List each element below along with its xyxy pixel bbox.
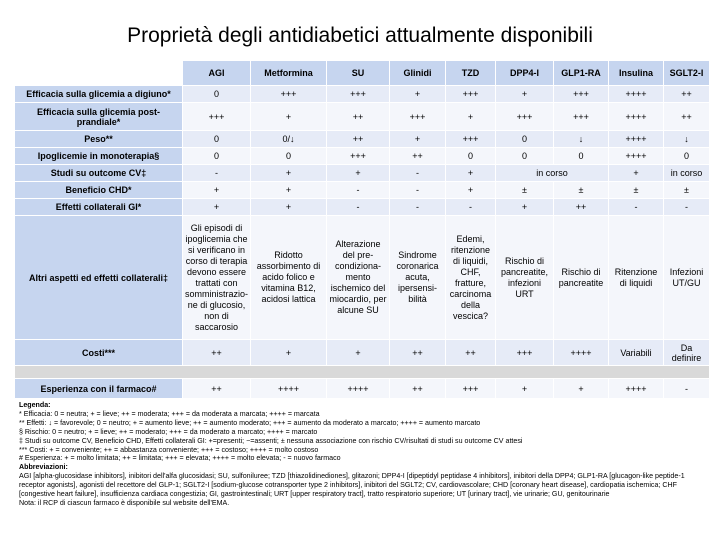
table-cell: +++ bbox=[446, 379, 496, 399]
row-label: Studi su outcome CV‡ bbox=[15, 165, 183, 182]
table-cell: + bbox=[327, 340, 390, 366]
column-header: SU bbox=[327, 61, 390, 86]
row-label: Esperienza con il farmaco# bbox=[15, 379, 183, 399]
table-cell: ++ bbox=[664, 103, 710, 131]
row-label: Efficacia sulla glicemia post-prandiale* bbox=[15, 103, 183, 131]
table-cell: ++++ bbox=[609, 148, 664, 165]
table-row bbox=[15, 182, 710, 199]
table-cell: - bbox=[327, 199, 390, 216]
row-label: Beneficio CHD* bbox=[15, 182, 183, 199]
table-cell: ++++ bbox=[609, 379, 664, 399]
table-cell: - bbox=[664, 379, 710, 399]
row-label: Costi*** bbox=[15, 340, 183, 366]
table-cell: ++ bbox=[327, 103, 390, 131]
column-header: GLP1-RA bbox=[554, 61, 609, 86]
table-cell: ++ bbox=[327, 131, 390, 148]
table-cell: 0/↓ bbox=[251, 131, 327, 148]
table-cell: 0 bbox=[496, 148, 554, 165]
table-cell: 0 bbox=[446, 148, 496, 165]
row-label: Ipoglicemie in monoterapia§ bbox=[15, 148, 183, 165]
legend-line: § Rischio: 0 = neutro; + = lieve; ++ = moderato; +++ = da moderato a marcato; ++++ = marcato bbox=[19, 427, 318, 436]
row-label: Altri aspetti ed effetti collaterali‡ bbox=[15, 216, 183, 340]
table-row bbox=[15, 131, 710, 148]
header-corner bbox=[15, 61, 183, 86]
column-header: TZD bbox=[446, 61, 496, 86]
table-cell: 0 bbox=[664, 148, 710, 165]
row-label: Peso** bbox=[15, 131, 183, 148]
table-cell: Ridotto assorbimento di acido folico e vitamina B12, acidosi lattica bbox=[251, 216, 327, 340]
row-label: Efficacia sulla glicemia a digiuno* bbox=[15, 86, 183, 103]
table-cell: + bbox=[446, 103, 496, 131]
column-header: AGI bbox=[183, 61, 251, 86]
legend-line: *** Costi: + = conveniente; ++ = abbastanza conveniente; +++ = costoso; ++++ = molto costoso bbox=[19, 445, 319, 454]
table-cell: + bbox=[251, 182, 327, 199]
table-cell: - bbox=[390, 182, 446, 199]
table-cell: Da definire bbox=[664, 340, 710, 366]
table-cell: Edemi, ritenzione di liquidi, CHF, fratture, carcinoma della vescica? bbox=[446, 216, 496, 340]
table-cell: ++++ bbox=[327, 379, 390, 399]
table-cell: ± bbox=[609, 182, 664, 199]
table-cell: - bbox=[446, 199, 496, 216]
table-cell: ↓ bbox=[664, 131, 710, 148]
table-row bbox=[15, 103, 710, 131]
table-cell: ++ bbox=[390, 340, 446, 366]
table-cell: + bbox=[496, 86, 554, 103]
table-cell: Sindrome coronarica acuta, ipersensi-bilità bbox=[390, 216, 446, 340]
table-row bbox=[15, 148, 710, 165]
column-header: SGLT2-I bbox=[664, 61, 710, 86]
table-cell: + bbox=[446, 182, 496, 199]
table-cell: + bbox=[554, 379, 609, 399]
drug-properties-table bbox=[14, 60, 710, 399]
table-cell: +++ bbox=[554, 103, 609, 131]
table-row bbox=[15, 216, 710, 340]
table-cell: ± bbox=[496, 182, 554, 199]
legend-title: Legenda: bbox=[19, 401, 51, 409]
table-cell: 0 bbox=[496, 131, 554, 148]
legend-note: Nota: il RCP di ciascun farmaco è disponibile sul website dell'EMA. bbox=[19, 498, 230, 507]
column-header: Insulina bbox=[609, 61, 664, 86]
table-cell: - bbox=[390, 165, 446, 182]
table-cell: + bbox=[390, 86, 446, 103]
table-cell: ++ bbox=[183, 340, 251, 366]
legend-line: # Esperienza: + = molto limitata; ++ = limitata; +++ = elevata; ++++ = molto elevata; - = nuovo farmaco bbox=[19, 454, 341, 463]
spacer-cell bbox=[15, 366, 710, 379]
table-cell: ++ bbox=[390, 148, 446, 165]
spacer-row bbox=[15, 366, 710, 379]
table-cell: +++ bbox=[496, 103, 554, 131]
table-cell: Rischio di pancreatite, infezioni URT bbox=[496, 216, 554, 340]
column-header: Glinidi bbox=[390, 61, 446, 86]
header-row bbox=[15, 61, 710, 86]
table-row bbox=[15, 340, 710, 366]
table-cell: ± bbox=[554, 182, 609, 199]
table-cell: ++ bbox=[554, 199, 609, 216]
column-header: DPP4-I bbox=[496, 61, 554, 86]
table-cell: +++ bbox=[183, 103, 251, 131]
table-cell: +++ bbox=[446, 131, 496, 148]
table-cell: ++ bbox=[664, 86, 710, 103]
table-cell: 0 bbox=[183, 148, 251, 165]
abbreviations-text: AGI [alpha-glucosidase inhibitors], inibitori dell'alfa glucosidasi; SU, sulfoniluree; TZD [thiazolidinediones], glitazoni; DPP4-I [dipeptidyl peptidase 4 inhibitors], inibitori della DPP4; GLP1-RA [glucagon-like peptide-1 receptor agonists], agonisti del recettore del GLP-1; SGLT2-I [sodium-glucose cotransporter type 2 inhibitors], inibitori del SGLT2; CV, cardiovascolare; CHD [coronary heart disease], cardiopatia ischemica; CHF [congestive heart failure], insufficienza cardiaca congestizia; GI, gastrointestinali; URT [upper respiratory tract], tratto respiratorio superiore; UT [urinary tract], vie urinarie; GU, genitourinarie bbox=[19, 472, 685, 499]
table-cell: +++ bbox=[554, 86, 609, 103]
table-cell: +++ bbox=[251, 86, 327, 103]
table-cell: + bbox=[390, 131, 446, 148]
table-cell: ++ bbox=[390, 379, 446, 399]
table-cell: +++ bbox=[327, 148, 390, 165]
table-cell: ++++ bbox=[609, 103, 664, 131]
table-cell: 0 bbox=[183, 131, 251, 148]
table-cell: 0 bbox=[183, 86, 251, 103]
table-row bbox=[15, 199, 710, 216]
table-cell: Infezioni UT/GU bbox=[664, 216, 710, 340]
table-cell: +++ bbox=[496, 340, 554, 366]
abbreviations-title: Abbreviazioni: bbox=[19, 463, 68, 472]
table-cell: - bbox=[664, 199, 710, 216]
table-cell: ++++ bbox=[554, 340, 609, 366]
table-row bbox=[15, 165, 710, 182]
legend-line: * Efficacia: 0 = neutra; + = lieve; ++ = moderata; +++ = da moderata a marcata; ++++ = marcata bbox=[19, 409, 320, 418]
table-cell: + bbox=[251, 165, 327, 182]
table-cell: +++ bbox=[390, 103, 446, 131]
table-cell: + bbox=[183, 199, 251, 216]
table-cell: ++ bbox=[446, 340, 496, 366]
table-cell: - bbox=[609, 199, 664, 216]
table-cell: 0 bbox=[554, 148, 609, 165]
column-header: Metformina bbox=[251, 61, 327, 86]
table-cell: Alterazione del pre-condiziona-mento ischemico del miocardio, per alcune SU bbox=[327, 216, 390, 340]
legend-line: ‡ Studi su outcome CV, Beneficio CHD, Effetti collaterali GI: +=presenti; −=assenti; ± nessuna associazione con rischio CV/risultati di studi su outcome CV attesi bbox=[19, 436, 523, 445]
table-cell: + bbox=[251, 103, 327, 131]
table-cell: ↓ bbox=[554, 131, 609, 148]
table-cell: Rischio di pancreatite bbox=[554, 216, 609, 340]
table-cell: + bbox=[446, 165, 496, 182]
table-cell: +++ bbox=[327, 86, 390, 103]
table-cell: + bbox=[327, 165, 390, 182]
legend bbox=[19, 401, 709, 508]
table-cell: ++ bbox=[183, 379, 251, 399]
table-cell: - bbox=[390, 199, 446, 216]
page-title: Proprietà degli antidiabetici attualmente disponibili bbox=[127, 24, 593, 47]
table-cell: Variabili bbox=[609, 340, 664, 366]
table-cell: ++++ bbox=[251, 379, 327, 399]
table-cell: ± bbox=[664, 182, 710, 199]
row-label: Effetti collaterali GI* bbox=[15, 199, 183, 216]
table-cell: in corso bbox=[664, 165, 710, 182]
table-cell: + bbox=[496, 199, 554, 216]
table-cell: + bbox=[183, 182, 251, 199]
legend-line: ** Effetti: ↓ = favorevole; 0 = neutro; + = aumento lieve; ++ = aumento moderato; +++ = aumento da moderato a marcato; ++++ = aumento marcato bbox=[19, 418, 481, 427]
table-cell: 0 bbox=[251, 148, 327, 165]
table-cell: Gli episodi di ipoglicemia che si verificano in corso di terapia devono essere trattati con somministrazio-ne di glucosio, non di saccarosio bbox=[183, 216, 251, 340]
table-cell: + bbox=[609, 165, 664, 182]
table-cell: - bbox=[183, 165, 251, 182]
table-cell: +++ bbox=[446, 86, 496, 103]
table-cell: ++++ bbox=[609, 131, 664, 148]
table-cell: - bbox=[327, 182, 390, 199]
table-cell: ++++ bbox=[609, 86, 664, 103]
table-cell: + bbox=[251, 199, 327, 216]
table-cell: + bbox=[496, 379, 554, 399]
table-cell: Ritenzione di liquidi bbox=[609, 216, 664, 340]
table-row bbox=[15, 379, 710, 399]
table-row bbox=[15, 86, 710, 103]
table-cell-merged: in corso bbox=[496, 165, 609, 182]
table-cell: + bbox=[251, 340, 327, 366]
